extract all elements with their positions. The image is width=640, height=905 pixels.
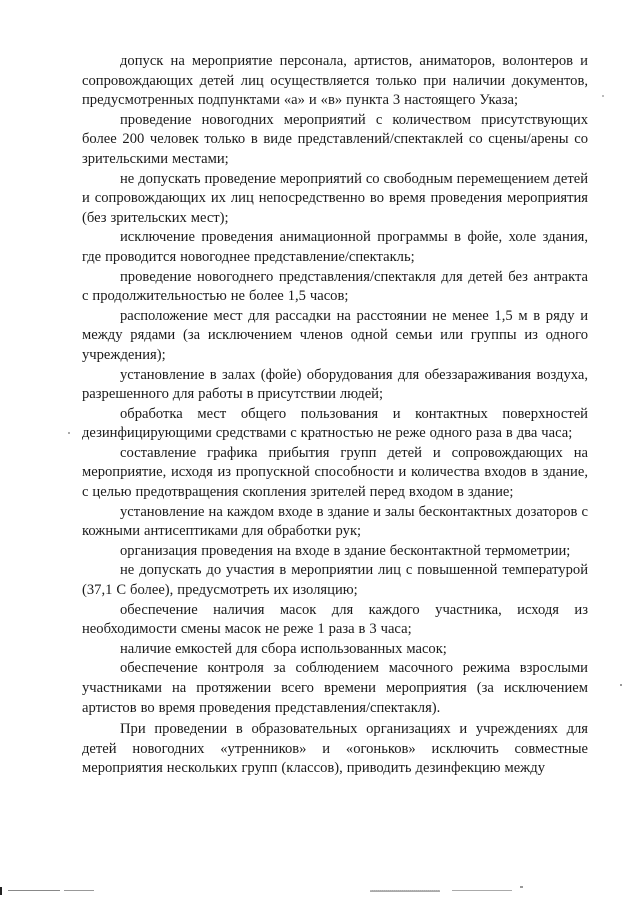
paragraph-masks-supply: обеспечение наличия масок для каждого участника, исходя из необходимости смены масок не реже 1 раза в 3 часа; xyxy=(82,601,588,638)
paragraph-arrival-schedule: составление графика прибытия групп детей и сопровождающих на мероприятие, исходя из пропускной способности и количества входов в здание, с целью предотвращения скопления зрителей перед входом в здание; xyxy=(82,444,588,501)
scan-artifact xyxy=(370,890,440,892)
paragraph-no-free-movement: не допускать проведение мероприятий со свободным перемещением детей и сопровождающих их лиц непосредственно во время проведения мероприятия (без зрительских мест); xyxy=(82,170,588,226)
scan-artifact xyxy=(520,886,523,888)
paragraph-admission: допуск на мероприятие персонала, артистов, аниматоров, волонтеров и сопровождающих детей лиц осуществляется только при наличии документов, предусмотренных подпунктами «а» и «в» пункта 3 настоящего Указа; xyxy=(82,53,588,109)
paragraph-200-persons: проведение новогодних мероприятий с количеством присутствующих более 200 человек только в виде представлений/спектаклей со сцены/арены со зрительскими местами; xyxy=(82,111,588,167)
scan-artifact xyxy=(620,684,622,686)
paragraph-thermometry: организация проведения на входе в здание бесконтактной термометрии; xyxy=(120,542,571,559)
document-page xyxy=(82,52,588,779)
paragraph-no-animation: исключение проведения анимационной программы в фойе, холе здания, где проводится новогоднее представление/спектакль; xyxy=(82,229,588,265)
paragraph-educational-institutions: При проведении в образовательных организациях и учреждениях для детей новогодних «утренников» и «огоньков» исключить совместные мероприятия нескольких групп (классов), приводить дезинфекцию между xyxy=(82,721,588,777)
scan-artifact xyxy=(602,95,604,97)
scan-artifact xyxy=(68,432,70,434)
scan-artifact xyxy=(0,887,2,895)
paragraph-mask-containers: наличие емкостей для сбора использованных масок; xyxy=(120,640,447,657)
paragraph-seating-distance: расположение мест для рассадки на расстоянии не менее 1,5 м в ряду и между рядами (за исключением членов одной семьи или группы из одного учреждения); xyxy=(82,307,588,363)
scan-artifact xyxy=(452,890,512,891)
scan-artifact xyxy=(64,890,94,891)
paragraph-surface-treatment: обработка мест общего пользования и контактных поверхностей дезинфицирующими средствами с кратностью не реже одного раза в два часа; xyxy=(82,405,588,442)
paragraph-air-disinfection: установление в залах (фойе) оборудования для обеззараживания воздуха, разрешенного для работы в присутствии людей; xyxy=(82,366,588,403)
paragraph-no-intermission: проведение новогоднего представления/спектакля для детей без антракта с продолжительностью не более 1,5 часов; xyxy=(82,268,588,305)
paragraph-antiseptic-dispensers: установление на каждом входе в здание и залы бесконтактных дозаторов с кожными антисептиками для обработки рук; xyxy=(82,503,588,540)
scan-artifact xyxy=(8,890,60,891)
paragraph-fever-isolation: не допускать до участия в мероприятии лиц с повышенной температурой (37,1 С более), предусмотреть их изоляцию; xyxy=(82,562,588,599)
paragraph-mask-control: обеспечение контроля за соблюдением масочного режима взрослыми участниками на протяжении всего времени мероприятия (за исключением артистов во время проведения представления/спектакля). xyxy=(82,660,588,716)
